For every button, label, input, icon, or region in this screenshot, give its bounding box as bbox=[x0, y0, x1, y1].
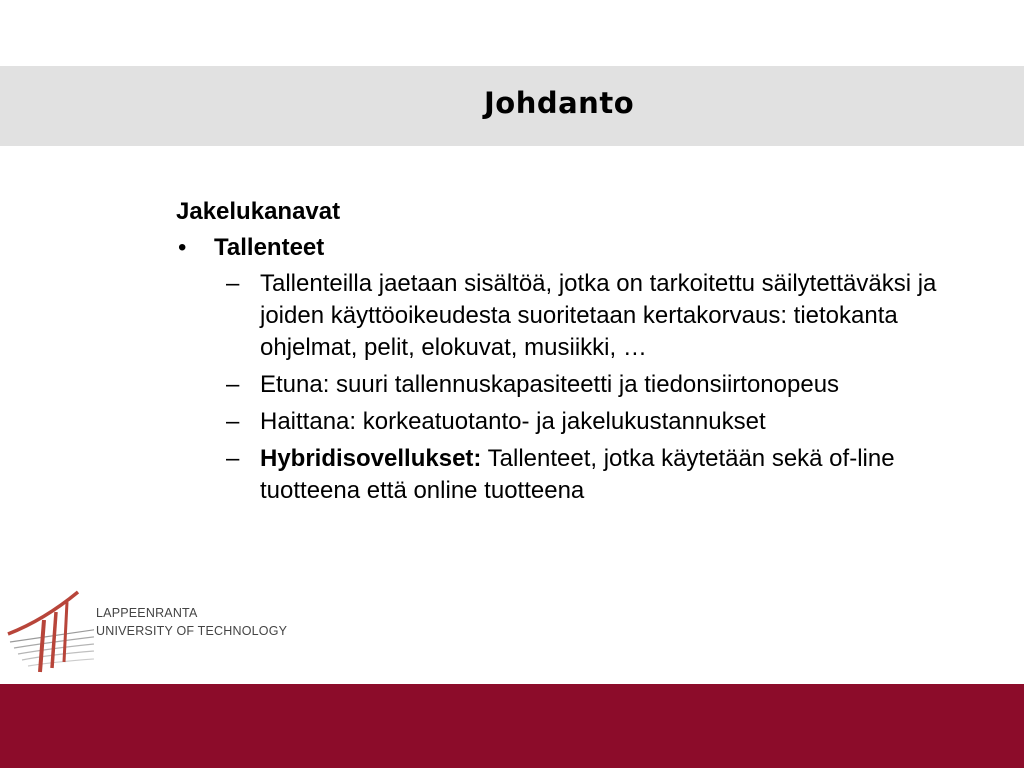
bullet-mark: • bbox=[178, 234, 187, 261]
sub-item bbox=[176, 406, 964, 438]
sub-item-text: Tallenteet, jotka käytetään sekä of-line tuotteena että online tuotteena bbox=[260, 445, 895, 504]
sub-item bbox=[176, 268, 964, 364]
bullet-label: Tallenteet bbox=[214, 234, 325, 261]
logo-text-line2: UNIVERSITY OF TECHNOLOGY bbox=[96, 624, 288, 638]
logo-mark-icon bbox=[4, 590, 94, 678]
dash-mark: – bbox=[226, 270, 240, 297]
sub-item bbox=[176, 443, 964, 507]
dash-mark: – bbox=[226, 371, 240, 398]
logo-text-line1: LAPPEENRANTA bbox=[96, 606, 198, 620]
slide-title: Johdanto bbox=[484, 86, 635, 120]
section-heading: Jakelukanavat bbox=[176, 198, 341, 225]
sub-item-text: Tallenteilla jaetaan sisältöä, jotka on tarkoitettu säilytettäväksi ja joiden käyttöoikeudesta suoritetaan kertakorvaus: tietokanta ohjelmat, pelit, elokuvat, musiikki, … bbox=[260, 270, 937, 361]
sub-item bbox=[176, 369, 964, 401]
footer-band bbox=[0, 684, 1024, 768]
dash-mark: – bbox=[226, 408, 240, 435]
sub-item-text: Haittana: korkeatuotanto- ja jakelukustannukset bbox=[260, 408, 766, 435]
sub-list bbox=[176, 268, 976, 507]
university-logo bbox=[4, 590, 304, 678]
sub-item-term: Hybridisovellukset: bbox=[260, 445, 482, 472]
bullet-item bbox=[176, 232, 976, 264]
sub-item-text: Etuna: suuri tallennuskapasiteetti ja tiedonsiirtonopeus bbox=[260, 371, 840, 398]
dash-mark: – bbox=[226, 445, 240, 472]
slide-content bbox=[176, 196, 976, 512]
